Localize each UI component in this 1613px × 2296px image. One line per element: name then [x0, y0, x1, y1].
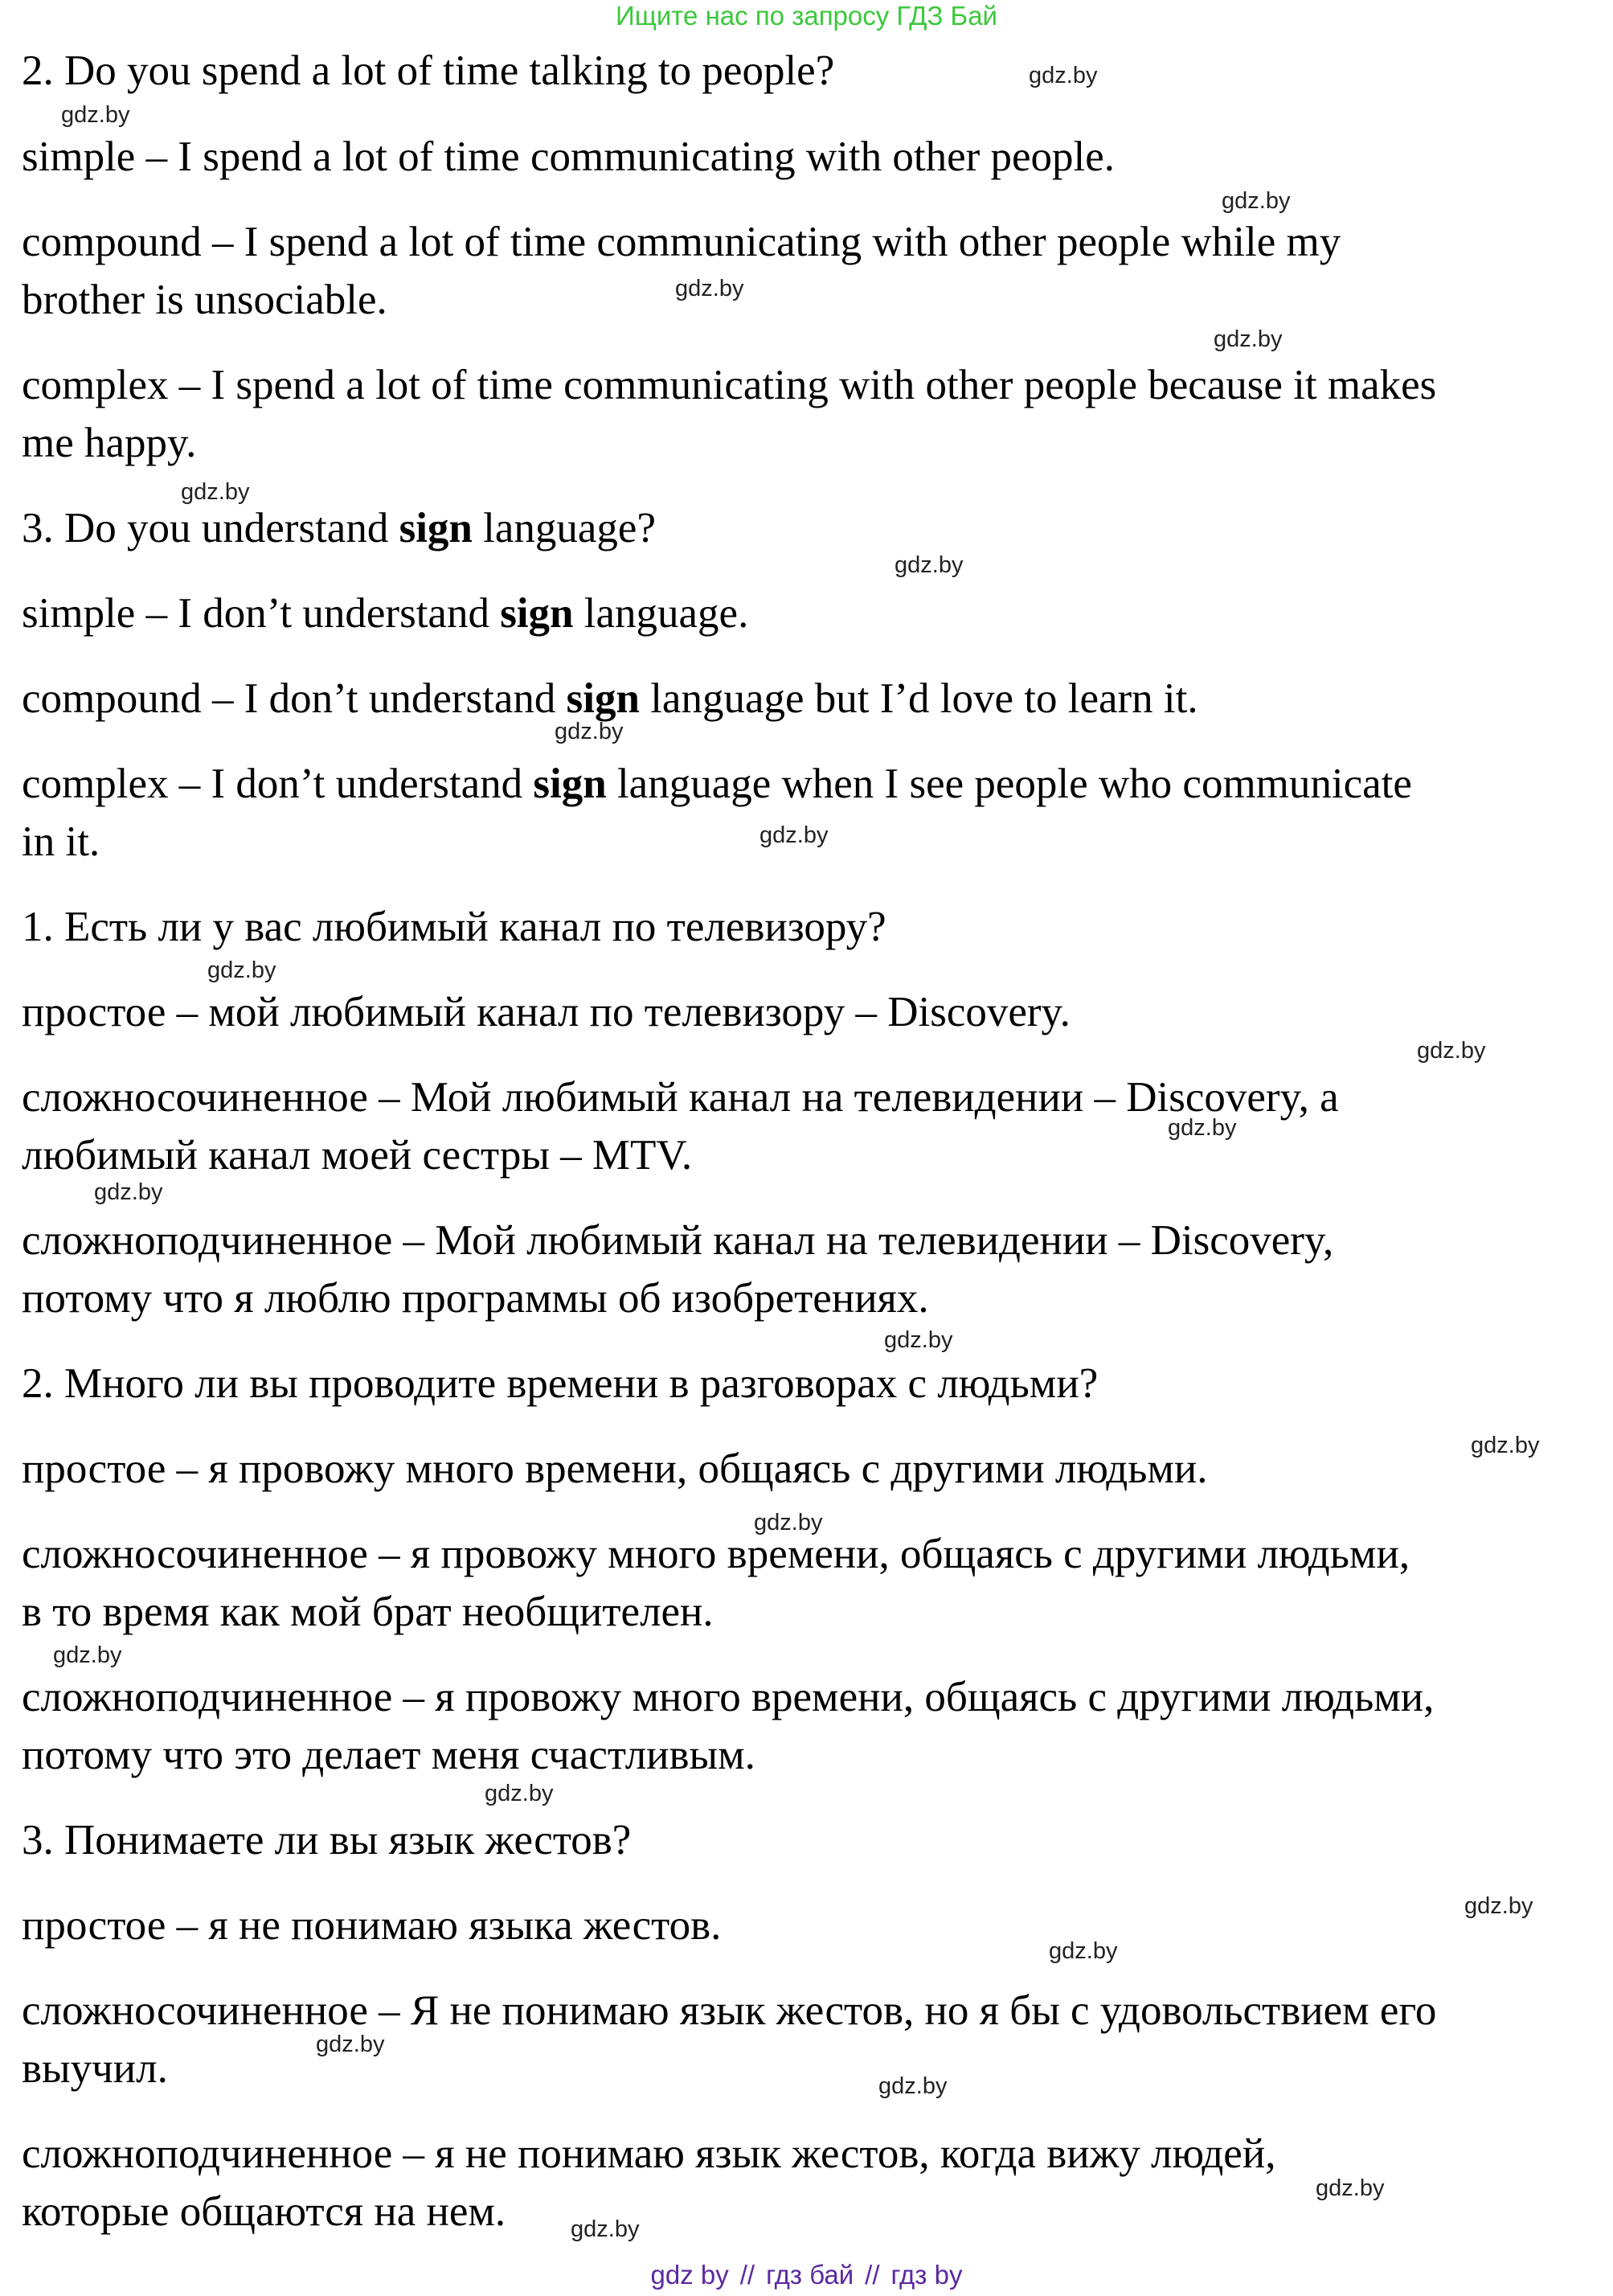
- answer-en-2-simple: simple – I spend a lot of time communicating with other people.: [22, 133, 1116, 180]
- footer-link-gdz-by-mixed[interactable]: гдз by: [890, 2260, 963, 2290]
- answer-en-3-complex-pre: complex – I don’t understand: [22, 761, 534, 807]
- watermark: gdz.by: [1464, 1893, 1533, 1919]
- watermark: gdz.by: [571, 2216, 640, 2242]
- watermark: gdz.by: [1222, 188, 1291, 214]
- watermark: gdz.by: [878, 2073, 948, 2099]
- watermark: gdz.by: [207, 957, 276, 983]
- footer-link-gdz-by[interactable]: gdz by: [650, 2260, 729, 2290]
- watermark: gdz.by: [94, 1179, 163, 1205]
- answer-ru-1-compound-line1: сложносочиненное – Мой любимый канал на телевидении – Discovery, а: [22, 1074, 1339, 1121]
- answer-ru-1-complex-line2: потому что я люблю программы об изобретениях.: [22, 1275, 929, 1322]
- search-banner[interactable]: Ищите нас по запросу ГДЗ Бай: [616, 1, 997, 31]
- watermark: gdz.by: [1417, 1038, 1486, 1064]
- answer-ru-1-complex-line1: сложноподчиненное – Мой любимый канал на телевидении – Discovery,: [22, 1217, 1334, 1264]
- watermark: gdz.by: [1471, 1433, 1540, 1458]
- answer-en-3-simple: [22, 584, 748, 642]
- answer-en-3-complex-line2: in it.: [22, 818, 100, 865]
- answer-ru-1-compound-line2: любимый канал моей сестры – MTV.: [22, 1132, 693, 1179]
- question-en-3-post: language?: [472, 505, 656, 551]
- footer-separator: //: [739, 2260, 755, 2290]
- answer-ru-3-compound-line2: выучил.: [22, 2045, 168, 2092]
- answer-ru-2-complex-line1: сложноподчиненное – я провожу много времени, общаясь с другими людьми,: [22, 1674, 1435, 1720]
- watermark: gdz.by: [61, 102, 130, 128]
- answer-en-2-complex-line1: complex – I spend a lot of time communicating with other people because it makes: [22, 362, 1437, 408]
- answer-ru-2-simple: простое – я провожу много времени, общаясь с другими людьми.: [22, 1445, 1208, 1492]
- watermark: gdz.by: [1168, 1115, 1237, 1141]
- watermark: gdz.by: [675, 276, 744, 301]
- answer-en-2-compound-line2: brother is unsociable.: [22, 277, 387, 323]
- keyword-sign: sign: [399, 505, 473, 551]
- question-ru-1: 1. Есть ли у вас любимый канал по телевизору?: [22, 904, 886, 950]
- answer-en-3-compound-pre: compound – I don’t understand: [22, 675, 567, 722]
- watermark: gdz.by: [53, 1642, 122, 1668]
- question-ru-2: 2. Много ли вы проводите времени в разговорах с людьми?: [22, 1360, 1099, 1407]
- footer-links: [0, 2259, 1613, 2291]
- keyword-sign: sign: [533, 761, 607, 807]
- answer-en-3-compound-post: language but I’d love to learn it.: [639, 675, 1198, 722]
- answer-en-2-compound-line1: compound – I spend a lot of time communicating with other people while my: [22, 219, 1341, 265]
- answer-en-2-complex-line2: me happy.: [22, 420, 197, 466]
- watermark: gdz.by: [1316, 2175, 1385, 2201]
- answer-ru-2-compound-line2: в то время как мой брат необщителен.: [22, 1589, 714, 1635]
- watermark: gdz.by: [181, 479, 250, 505]
- answer-ru-2-complex-line2: потому что это делает меня счастливым.: [22, 1732, 755, 1778]
- footer-separator: //: [865, 2260, 880, 2290]
- keyword-sign: sign: [500, 590, 574, 637]
- answer-en-3-simple-post: language.: [573, 590, 749, 637]
- question-ru-3: 3. Понимаете ли вы язык жестов?: [22, 1817, 632, 1863]
- keyword-sign: sign: [566, 675, 640, 722]
- watermark: gdz.by: [895, 552, 964, 578]
- watermark: gdz.by: [1029, 63, 1098, 88]
- answer-ru-1-simple: простое – мой любимый канал по телевизору – Discovery.: [22, 989, 1071, 1035]
- watermark: gdz.by: [555, 719, 624, 744]
- footer-link-gdz-bai[interactable]: гдз бай: [766, 2260, 854, 2290]
- question-en-2: 2. Do you spend a lot of time talking to people?: [22, 47, 835, 94]
- answer-ru-3-complex-line1: сложноподчиненное – я не понимаю язык жестов, когда вижу людей,: [22, 2130, 1276, 2177]
- answer-ru-3-compound-line1: сложносочиненное – Я не понимаю язык жестов, но я бы с удовольствием его: [22, 1987, 1437, 2034]
- watermark: gdz.by: [754, 1510, 823, 1535]
- watermark: gdz.by: [1049, 1938, 1118, 1964]
- answer-en-3-complex-line1: [22, 755, 1412, 813]
- answer-ru-3-simple: простое – я не понимаю языка жестов.: [22, 1902, 722, 1949]
- watermark: gdz.by: [316, 2032, 385, 2057]
- question-en-3-pre: 3. Do you understand: [22, 505, 399, 551]
- watermark: gdz.by: [759, 822, 829, 848]
- answer-en-3-complex-post: language when I see people who communicate: [606, 761, 1412, 807]
- answer-ru-3-complex-line2: которые общаются на нем.: [22, 2188, 506, 2235]
- answer-en-3-simple-pre: simple – I don’t understand: [22, 590, 501, 637]
- watermark: gdz.by: [1214, 326, 1283, 352]
- answer-ru-2-compound-line1: сложносочиненное – я провожу много времени, общаясь с другими людьми,: [22, 1531, 1410, 1577]
- watermark: gdz.by: [884, 1327, 953, 1353]
- question-en-3: [22, 499, 656, 557]
- watermark: gdz.by: [485, 1781, 554, 1806]
